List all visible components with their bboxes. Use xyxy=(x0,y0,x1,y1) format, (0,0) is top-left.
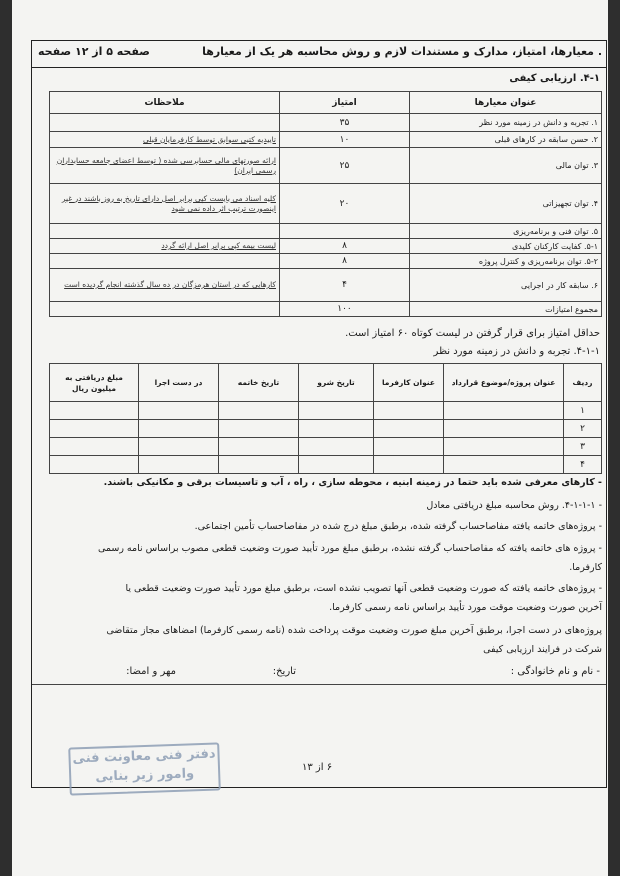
table-cell xyxy=(219,402,299,420)
total-label-cell: مجموع امتیازات xyxy=(410,302,602,317)
page-counter: صفحه ۵ از ۱۲ صفحه xyxy=(38,45,150,58)
document-page xyxy=(12,0,608,876)
table-cell xyxy=(374,456,444,474)
criteria-cell: ۴. توان تجهیزاتی xyxy=(410,184,602,224)
page-header xyxy=(32,41,606,68)
table-cell xyxy=(299,456,374,474)
content-frame xyxy=(31,40,607,788)
calc-method-heading: - ۴-۱-۱-۱. روش محاسبه مبلغ دریافتی معادل xyxy=(426,500,602,511)
page-footer-number: ۶ از ۱۳ xyxy=(302,762,333,773)
table-cell xyxy=(139,402,219,420)
criteria-cell: ۲. حسن سابقه در کارهای قبلی xyxy=(410,132,602,148)
notes-cell xyxy=(50,224,280,239)
criteria-cell: ۵-۲. توان برنامه‌ریزی و کنترل پروژه xyxy=(410,254,602,269)
total-score-cell: ۱۰۰ xyxy=(280,302,410,317)
employer-header: عنوان کارفرما xyxy=(374,364,444,402)
table-cell xyxy=(139,456,219,474)
row-number-header: ردیف xyxy=(564,364,602,402)
notes-cell xyxy=(50,302,280,317)
row-number-cell: ۱ xyxy=(564,402,602,420)
criteria-cell: ۵-۱. کفایت کارکنان کلیدی xyxy=(410,239,602,254)
table-cell xyxy=(139,420,219,438)
score-cell: ۲۰ xyxy=(280,184,410,224)
score-cell: ۸ xyxy=(280,239,410,254)
paragraph: - پروژه‌های خاتمه یافته مفاصاحساب گرفته شده، برطبق مبلغ درج شده در مفاصاحساب تأمین اجتماعی. xyxy=(194,521,602,532)
table-cell xyxy=(299,420,374,438)
score-cell: ۳۵ xyxy=(280,114,410,132)
table-cell xyxy=(50,420,139,438)
table-cell xyxy=(219,438,299,456)
table-cell xyxy=(299,402,374,420)
experience-table xyxy=(49,363,602,474)
table-cell xyxy=(50,438,139,456)
project-title-header: عنوان پروژه/موضوع قرارداد xyxy=(444,364,564,402)
criteria-cell: ۱. تجربه و دانش در زمینه مورد نظر xyxy=(410,114,602,132)
table-cell xyxy=(139,438,219,456)
table-cell xyxy=(444,420,564,438)
notes-cell: کلیه اسناد می بایست کپی برابر اصل دارای تاریخ به روز باشند در غیر اینصورت ترتیب اثر داده نمی شود xyxy=(50,184,280,224)
paragraph: شرکت در فرایند ارزیابی کیفی xyxy=(483,644,602,655)
notes-cell: لیست بیمه کپی برابر اصل ارائه گردد xyxy=(50,239,280,254)
score-column-header: امتیاز xyxy=(280,92,410,114)
start-date-header: تاریخ شرو xyxy=(299,364,374,402)
criteria-cell: ۵. توان فنی و برنامه‌ریزی xyxy=(410,224,602,239)
notes-cell: ارائه صورتهای مالی حسابرسی شده ( توسط اعضای جامعه حسابداران رسمی ایران) xyxy=(50,148,280,184)
office-stamp: دفتر فنی معاونت فنی وامور زیر بنایی xyxy=(68,742,221,795)
amount-received-header: مبلغ دریافتی به میلیون ریال xyxy=(50,364,139,402)
criteria-cell: ۶. سابقه کار در اجرایی xyxy=(410,269,602,302)
row-number-cell: ۲ xyxy=(564,420,602,438)
paragraph: آخرین صورت وضعیت موقت مورد تأیید براساس نامه رسمی کارفرما. xyxy=(329,602,602,613)
score-cell: ۴ xyxy=(280,269,410,302)
table-cell xyxy=(50,402,139,420)
divider xyxy=(32,684,606,685)
seal-signature-label: مهر و امضا: xyxy=(126,666,176,677)
table-cell xyxy=(374,402,444,420)
table-cell xyxy=(50,456,139,474)
criteria-cell: ۳. توان مالی xyxy=(410,148,602,184)
paragraph: - پروژه های خاتمه یافته که مفاصاحساب گرفته نشده، برطبق مبلغ مورد تأیید صورت وضعیت قطعی مصوب براساس نامه رسمی xyxy=(97,543,602,554)
notes-column-header: ملاحظات xyxy=(50,92,280,114)
quality-criteria-table xyxy=(49,91,602,317)
paragraph: - پروژه‌های خاتمه یافته که صورت وضعیت قطعی آنها تصویب نشده است، برطبق مبلغ مورد تأیید صورت وضعیت قطعی یا xyxy=(125,583,602,594)
score-cell xyxy=(280,224,410,239)
row-number-cell: ۳ xyxy=(564,438,602,456)
notes-cell xyxy=(50,254,280,269)
in-progress-header: در دست اجرا xyxy=(139,364,219,402)
table-cell xyxy=(444,438,564,456)
score-cell: ۲۵ xyxy=(280,148,410,184)
score-cell: ۸ xyxy=(280,254,410,269)
notes-cell: کارهایی که در استان هرمزگان در ده سال گذشته انجام گردیده است xyxy=(50,269,280,302)
paragraph: کارفرما. xyxy=(569,562,602,573)
requirement-note: - کارهای معرفی شده باید حتما در زمینه ابنیه ، محوطه سازی ، راه ، آب و تاسیسات برقی و مکانیکی باشند. xyxy=(103,477,602,488)
table-cell xyxy=(444,456,564,474)
end-date-header: تاریخ خاتمه xyxy=(219,364,299,402)
table-cell xyxy=(219,456,299,474)
section-heading: ۴-۱. ارزیابی کیفی xyxy=(509,73,600,84)
score-cell: ۱۰ xyxy=(280,132,410,148)
notes-cell: تاییدیه کتبی سوابق توسط کارفرمایان قبلی xyxy=(50,132,280,148)
table-cell xyxy=(444,402,564,420)
signature-date-label: تاریخ: xyxy=(272,666,296,677)
table-cell xyxy=(219,420,299,438)
notes-cell xyxy=(50,114,280,132)
page-title: . معیارها، امتیاز، مدارک و مستندات لازم و روش محاسبه هر یک از معیارها xyxy=(202,45,602,58)
subsection-heading: ۴-۱-۱. تجربه و دانش در زمینه مورد نظر xyxy=(433,346,600,357)
table-cell xyxy=(299,438,374,456)
table-cell xyxy=(374,420,444,438)
table-cell xyxy=(374,438,444,456)
criteria-column-header: عنوان معیارها xyxy=(410,92,602,114)
paragraph: پروژه‌های در دست اجرا، برطبق آخرین مبلغ صورت وضعیت موقت پرداخت شده (نامه رسمی کارفرما) امضاهای مجاز متقاضی xyxy=(106,625,602,636)
min-score-note: حداقل امتیاز برای قرار گرفتن در لیست کوتاه ۶۰ امتیاز است. xyxy=(345,328,600,339)
row-number-cell: ۴ xyxy=(564,456,602,474)
signatory-name-label: - نام و نام خانوادگی : xyxy=(510,666,600,677)
